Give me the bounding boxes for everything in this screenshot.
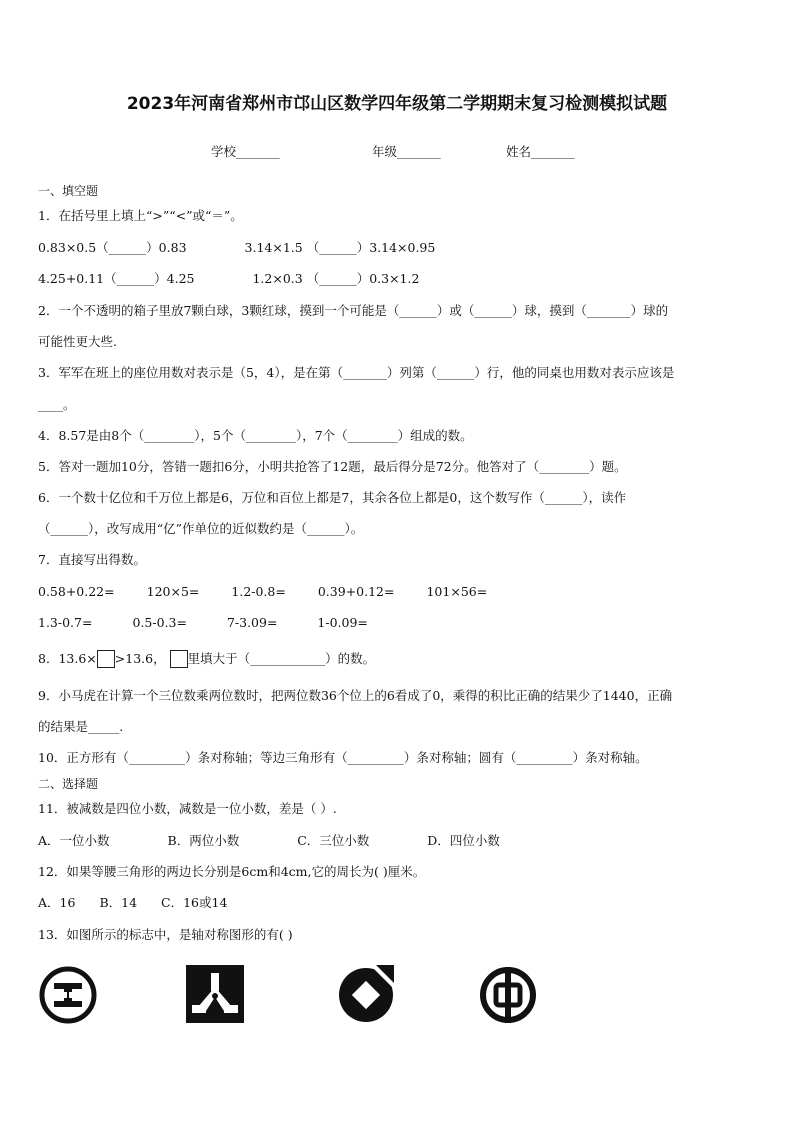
page-title: 2023年河南省郑州市邙山区数学四年级第二学期期末复习检测模拟试题 <box>126 94 668 114</box>
question-2-line-1: 2．一个不透明的箱子里放7颗白球，3颗红球，摸到一个可能是（______）或（______）球，摸到（_______）球的 <box>38 303 669 318</box>
answer-box[interactable] <box>97 650 115 668</box>
question-2-line-2: 可能性更大些. <box>38 334 117 349</box>
question-12-stem: 12．如果等腰三角形的两边长分别是6cm和4cm,它的周长为( )厘米。 <box>38 864 426 879</box>
question-7-row-1 <box>38 584 487 600</box>
q1-item-a: 0.83×0.5（______）0.83 <box>38 240 187 255</box>
question-8 <box>38 650 375 668</box>
calc-item: 1.2-0.8= <box>231 584 286 599</box>
question-1-row-2 <box>38 271 419 287</box>
calc-item: 0.39+0.12= <box>317 584 395 599</box>
calc-item: 101×56= <box>426 584 488 599</box>
q1-item-b: 3.14×1.5 （______）3.14×0.95 <box>244 240 436 255</box>
option-c[interactable]: C．三位小数 <box>297 833 370 848</box>
name-field[interactable]: 姓名_______ <box>506 144 575 159</box>
question-5: 5．答对一题加10分，答错一题扣6分，小明共抢答了12题，最后得分是72分。他答对了（________）题。 <box>38 459 627 474</box>
answer-box[interactable] <box>170 650 188 668</box>
section-fill-blank: 一、填空题 <box>38 184 99 198</box>
question-9-line-2: 的结果是_____. <box>38 719 124 734</box>
question-4: 4．8.57是由8个（________），5个（________），7个（________）组成的数。 <box>38 428 473 443</box>
calc-item: 120×5= <box>146 584 200 599</box>
question-1-row-1 <box>38 240 435 256</box>
q1-item-d: 1.2×0.3 （______）0.3×1.2 <box>252 271 420 286</box>
section-choice: 二、选择题 <box>38 777 99 791</box>
question-12-options <box>38 895 227 911</box>
option-c[interactable]: C．16或14 <box>161 895 228 910</box>
calc-item: 0.5-0.3= <box>132 615 187 630</box>
question-10: 10．正方形有（_________）条对称轴；等边三角形有（_________）条对称轴；圆有（_________）条对称轴。 <box>38 750 648 765</box>
option-b[interactable]: B．14 <box>99 895 138 910</box>
question-6-line-2: （______），改写成用“亿”作单位的近似数约是（______）。 <box>38 521 364 536</box>
school-field[interactable]: 学校_______ <box>211 144 280 159</box>
question-9-line-1: 9．小马虎在计算一个三位数乘两位数时，把两位数36个位上的6看成了0，乘得的积比正确的结果少了1440，正确 <box>38 688 673 703</box>
question-6-line-1: 6．一个数十亿位和千万位上都是6，万位和百位上都是7，其余各位上都是0，这个数写作（______），读作 <box>38 490 627 505</box>
icbc-logo-icon[interactable] <box>38 965 98 1025</box>
calc-item: 1-0.09= <box>317 615 368 630</box>
grade-field[interactable]: 年级_______ <box>372 144 441 159</box>
question-11-stem: 11．被减数是四位小数，减数是一位小数，差是（ ）. <box>38 801 337 816</box>
option-a[interactable]: A．一位小数 <box>38 833 110 848</box>
question-7-row-2 <box>38 615 368 631</box>
ccb-logo-icon[interactable] <box>336 965 396 1025</box>
boc-logo-icon[interactable] <box>478 965 538 1025</box>
question-3-line-1: 3．军军在班上的座位用数对表示是（5，4），是在第（_______）列第（______）行，他的同桌也用数对表示应该是 <box>38 365 675 380</box>
construction-logo-icon[interactable] <box>186 965 244 1023</box>
calc-item: 0.58+0.22= <box>38 584 115 599</box>
option-a[interactable]: A．16 <box>38 895 76 910</box>
q1-item-c: 4.25+0.11（______）4.25 <box>38 271 195 286</box>
question-1-stem: 1．在括号里上填上“>”“<”或“＝”。 <box>38 208 243 223</box>
q8-part-b: >13.6， <box>114 651 166 666</box>
question-13-stem: 13．如图所示的标志中，是轴对称图形的有( ) <box>38 927 293 942</box>
question-7-stem: 7．直接写出得数。 <box>38 552 146 567</box>
calc-item: 7-3.09= <box>226 615 278 630</box>
question-11-options <box>38 833 500 849</box>
option-b[interactable]: B．两位小数 <box>167 833 240 848</box>
option-d[interactable]: D．四位小数 <box>427 833 500 848</box>
q8-part-a: 8．13.6× <box>38 651 97 666</box>
calc-item: 1.3-0.7= <box>38 615 93 630</box>
question-3-line-2: ____。 <box>38 397 76 412</box>
q8-part-c: 里填大于（____________）的数。 <box>187 651 376 666</box>
